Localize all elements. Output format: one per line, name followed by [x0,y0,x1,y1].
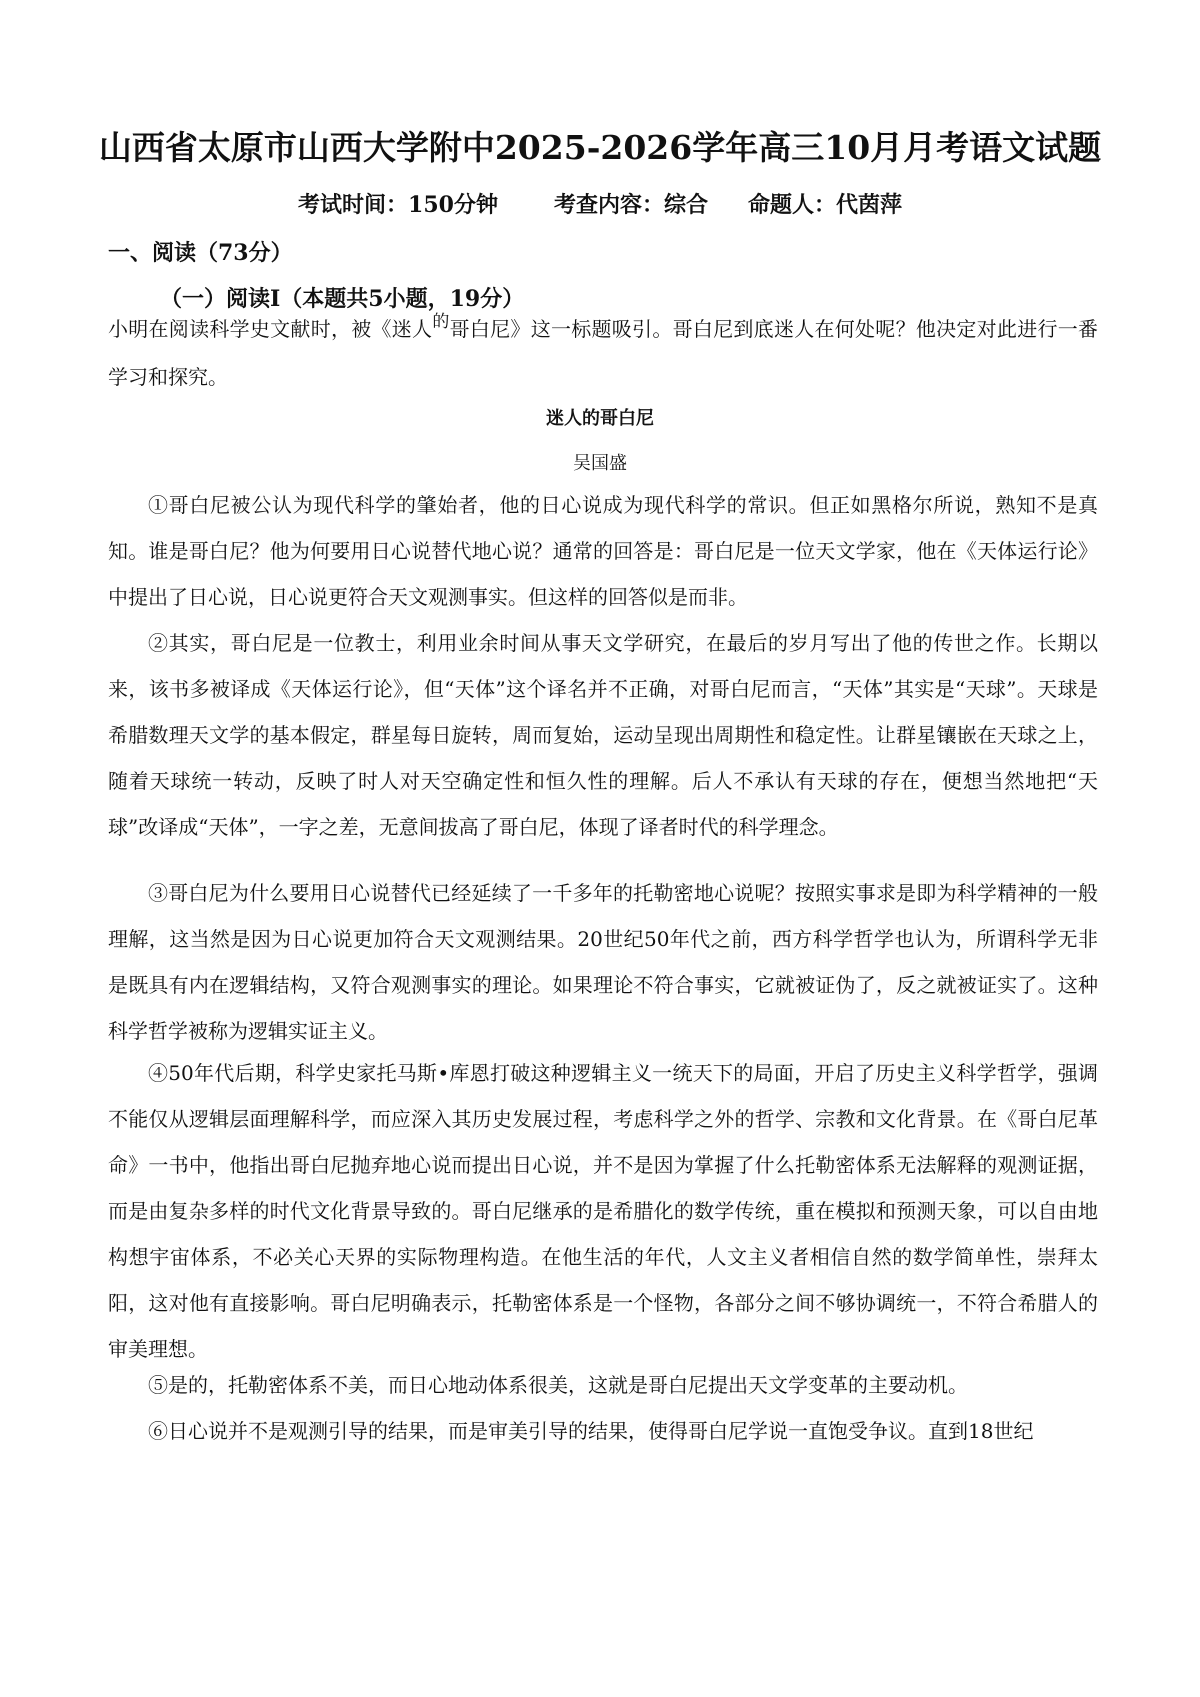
exam-title: 山西省太原市山西大学附中2025-2026学年高三10月月考语文试题 [98,128,1102,167]
article-paragraph-6: ⑥日心说并不是观测引导的结果，而是审美引导的结果，使得哥白尼学说一直饱受争议。直到18世纪 [148,1419,1034,1443]
article-paragraph-4: ④50年代后期，科学史家托马斯•库恩打破这种逻辑主义一统天下的局面，开启了历史主义科学哲学，强调不能仅从逻辑层面理解科学，而应深入其历史发展过程，考虑科学之外的哲学、宗教和文化背景。在《哥白尼革命》一书中，他指出哥白尼抛弃地心说而提出日心说，并不是因为掌握了什么托勒密体系无法解释的观测证据，而是由复杂多样的时代文化背景导致的。哥白尼继承的是希腊化的数学传统，重在模拟和预测天象，可以自由地构想宇宙体系，不必关心天界的实际物理构造。在他生活的年代，人文主义者相信自然的数学简单性，崇拜太阳，这对他有直接影响。哥白尼明确表示，托勒密体系是一个怪物，各部分之间不够协调统一，不符合希腊人的审美理想。 [108,1061,1098,1361]
article-paragraph-3: ③哥白尼为什么要用日心说替代已经延续了一千多年的托勒密地心说呢？按照实事求是即为科学精神的一般理解，这当然是因为日心说更加符合天文观测结果。20世纪50年代之前，西方科学哲学也认为，所谓科学无非是既具有内在逻辑结构，又符合观测事实的理论。如果理论不符合事实，它就被证伪了，反之就被证实了。这种科学哲学被称为逻辑实证主义。 [108,881,1098,1043]
exam-time: 考试时间：150分钟 [298,192,498,218]
exam-info-line [0,188,1200,219]
article-paragraph-1: ①哥白尼被公认为现代科学的肇始者，他的日心说成为现代科学的常识。但正如黑格尔所说，熟知不是真知。谁是哥白尼？他为何要用日心说替代地心说？通常的回答是：哥白尼是一位天文学家，他在《天体运行论》中提出了日心说，日心说更符合天文观测事实。但这样的回答似是而非。 [108,493,1098,609]
article-title: 迷人的哥白尼 [546,408,654,429]
intro-text-part2: 哥白尼》这一标题吸引。哥白尼到底迷人在何处呢？他决定对此进行一番学习和探究。 [108,317,1099,389]
exam-author: 命题人：代茵萍 [747,192,902,218]
article-author: 吴国盛 [573,453,627,474]
section-heading: 一、阅读（73分） [108,240,293,266]
exam-content: 考查内容：综合 [553,192,708,218]
intro-paragraph [108,306,1098,400]
sub-section-heading: （一）阅读Ⅰ（本题共5小题，19分） [160,286,525,312]
intro-superscript: 的 [432,312,450,332]
intro-text-part1: 小明在阅读科学史文献时，被《迷人 [108,317,433,341]
article-paragraph-5: ⑤是的，托勒密体系不美，而日心地动体系很美，这就是哥白尼提出天文学变革的主要动机。 [148,1373,968,1397]
article-paragraph-2: ②其实，哥白尼是一位教士，利用业余时间从事天文学研究，在最后的岁月写出了他的传世之作。长期以来，该书多被译成《天体运行论》，但“天体”这个译名并不正确，对哥白尼而言，“天体”其实是“天球”。天球是希腊数理天文学的基本假定，群星每日旋转，周而复始，运动呈现出周期性和稳定性。让群星镶嵌在天球之上，随着天球统一转动，反映了时人对天空确定性和恒久性的理解。后人不承认有天球的存在，便想当然地把“天球”改译成“天体”，一字之差，无意间拔高了哥白尼，体现了译者时代的科学理念。 [108,631,1098,839]
